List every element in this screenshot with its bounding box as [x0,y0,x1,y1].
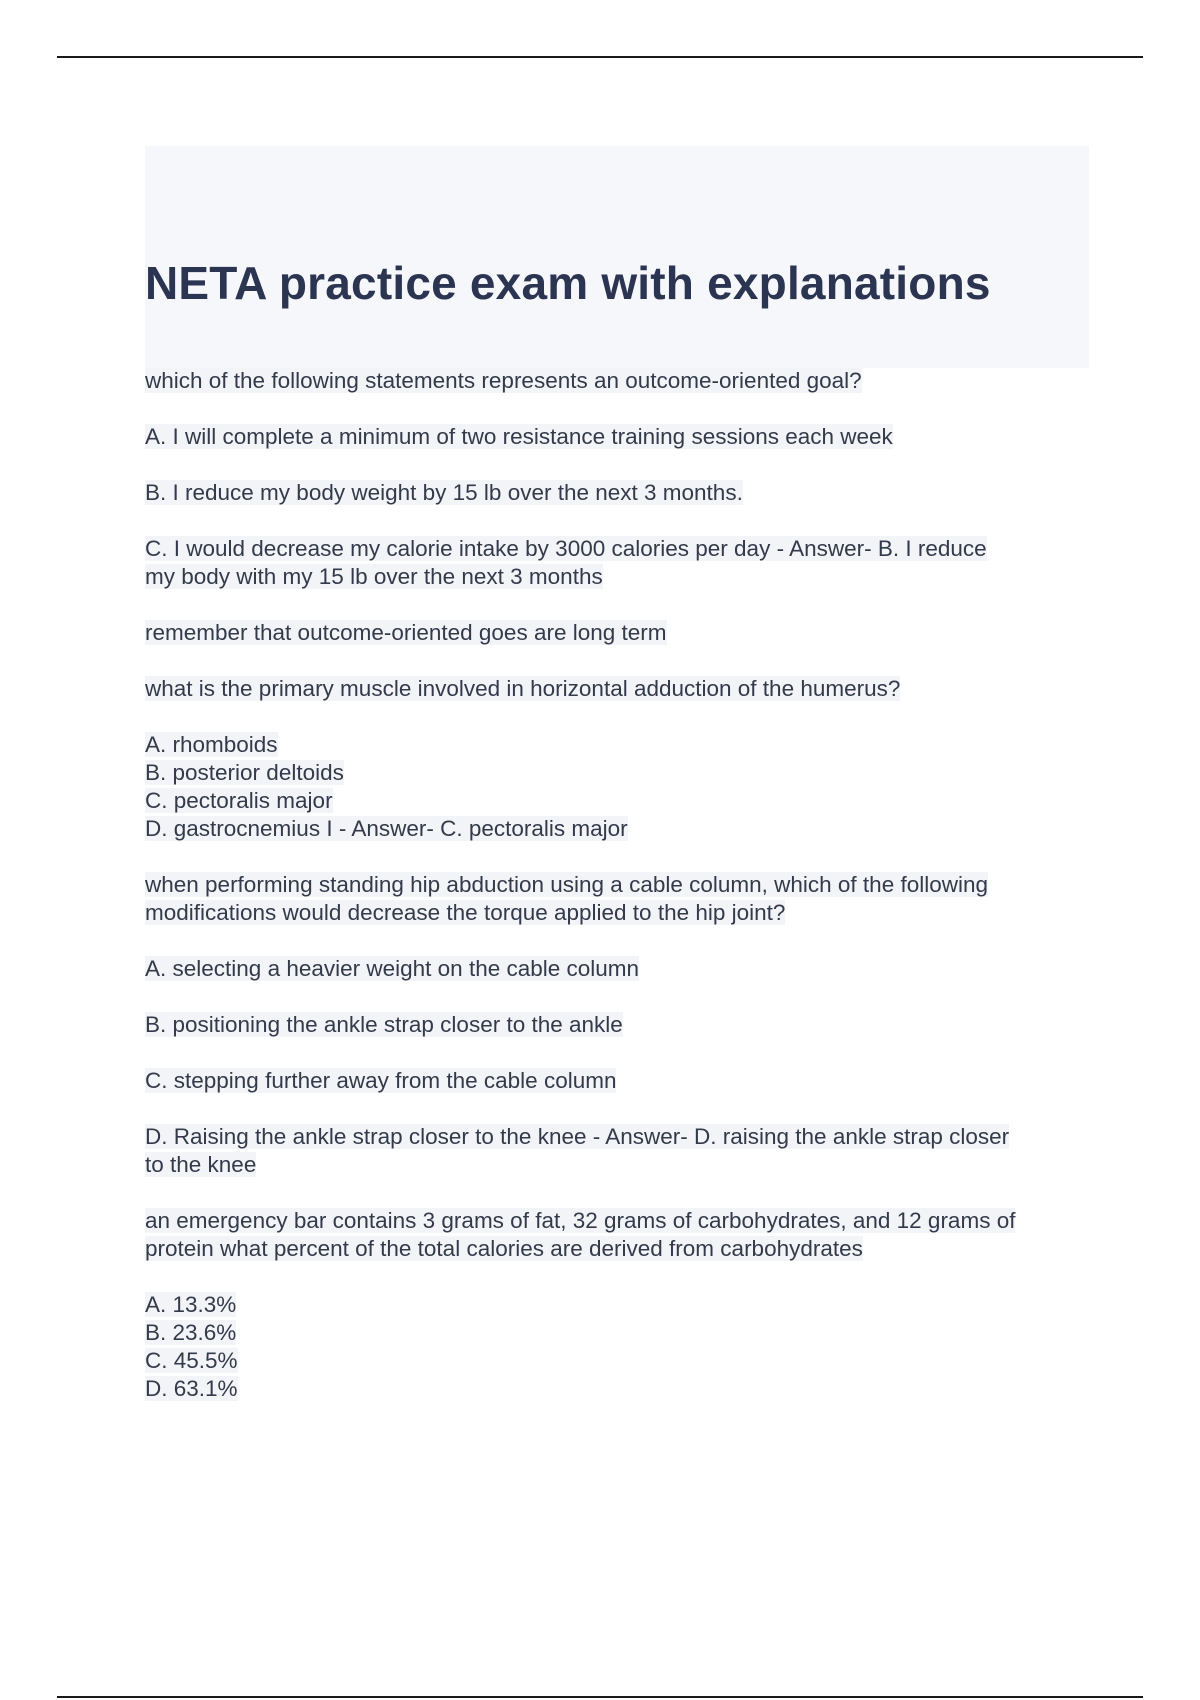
text-line-content: B. 23.6% [145,1320,237,1345]
text-line [145,759,1089,787]
text-line [145,787,1089,815]
text-line-content: to the knee [145,1152,257,1177]
paragraph [145,423,1089,451]
text-line-content: which of the following statements represents an outcome-oriented goal? [145,368,862,393]
document-body [145,367,1089,1431]
text-line [145,1319,1089,1347]
paragraph [145,871,1089,927]
text-line-content: B. posterior deltoids [145,760,344,785]
text-line-content: what is the primary muscle involved in horizontal adduction of the humerus? [145,676,901,701]
text-line [145,871,1089,899]
paragraph [145,367,1089,395]
text-line [145,899,1089,927]
text-line-content: remember that outcome-oriented goes are long term [145,620,667,645]
text-line [145,1235,1089,1263]
paragraph [145,619,1089,647]
text-line [145,1067,1089,1095]
paragraph [145,479,1089,507]
paragraph [145,1067,1089,1095]
text-line-content: C. stepping further away from the cable column [145,1068,617,1093]
text-line-content: when performing standing hip abduction using a cable column, which of the following [145,872,989,897]
text-line [145,367,1089,395]
text-line [145,731,1089,759]
text-line [145,1347,1089,1375]
text-line [145,1123,1089,1151]
paragraph [145,535,1089,591]
text-line-content: A. selecting a heavier weight on the cable column [145,956,640,981]
text-line [145,619,1089,647]
text-line [145,535,1089,563]
text-line-content: C. 45.5% [145,1348,238,1373]
text-line-content: my body with my 15 lb over the next 3 months [145,564,603,589]
text-line-content: modifications would decrease the torque applied to the hip joint? [145,900,786,925]
text-line [145,1375,1089,1403]
paragraph [145,1123,1089,1179]
text-line-content: B. positioning the ankle strap closer to the ankle [145,1012,623,1037]
paragraph [145,1011,1089,1039]
text-line-content: C. I would decrease my calorie intake by 3000 calories per day - Answer- B. I reduce [145,536,987,561]
text-line [145,479,1089,507]
text-line-content: D. gastrocnemius I - Answer- C. pectoralis major [145,816,628,841]
top-rule [57,56,1143,58]
text-line-content: D. 63.1% [145,1376,238,1401]
paragraph [145,731,1089,843]
document-title: NETA practice exam with explanations [145,257,991,309]
text-line-content: A. 13.3% [145,1292,237,1317]
text-line-content: A. I will complete a minimum of two resistance training sessions each week [145,424,893,449]
paragraph [145,955,1089,983]
paragraph [145,1291,1089,1403]
text-line-content: an emergency bar contains 3 grams of fat, 32 grams of carbohydrates, and 12 grams of [145,1208,1016,1233]
text-line [145,1291,1089,1319]
text-line-content: B. I reduce my body weight by 15 lb over the next 3 months. [145,480,743,505]
text-line [145,423,1089,451]
text-line-content: D. Raising the ankle strap closer to the knee - Answer- D. raising the ankle strap closer [145,1124,1010,1149]
text-line-content: A. rhomboids [145,732,278,757]
text-line [145,1151,1089,1179]
text-line-content: protein what percent of the total calories are derived from carbohydrates [145,1236,863,1261]
paragraph [145,1207,1089,1263]
text-line [145,563,1089,591]
text-line [145,815,1089,843]
paragraph [145,675,1089,703]
text-line [145,1011,1089,1039]
bottom-rule [57,1696,1143,1698]
text-line [145,955,1089,983]
text-line [145,675,1089,703]
text-line [145,1207,1089,1235]
text-line-content: C. pectoralis major [145,788,333,813]
